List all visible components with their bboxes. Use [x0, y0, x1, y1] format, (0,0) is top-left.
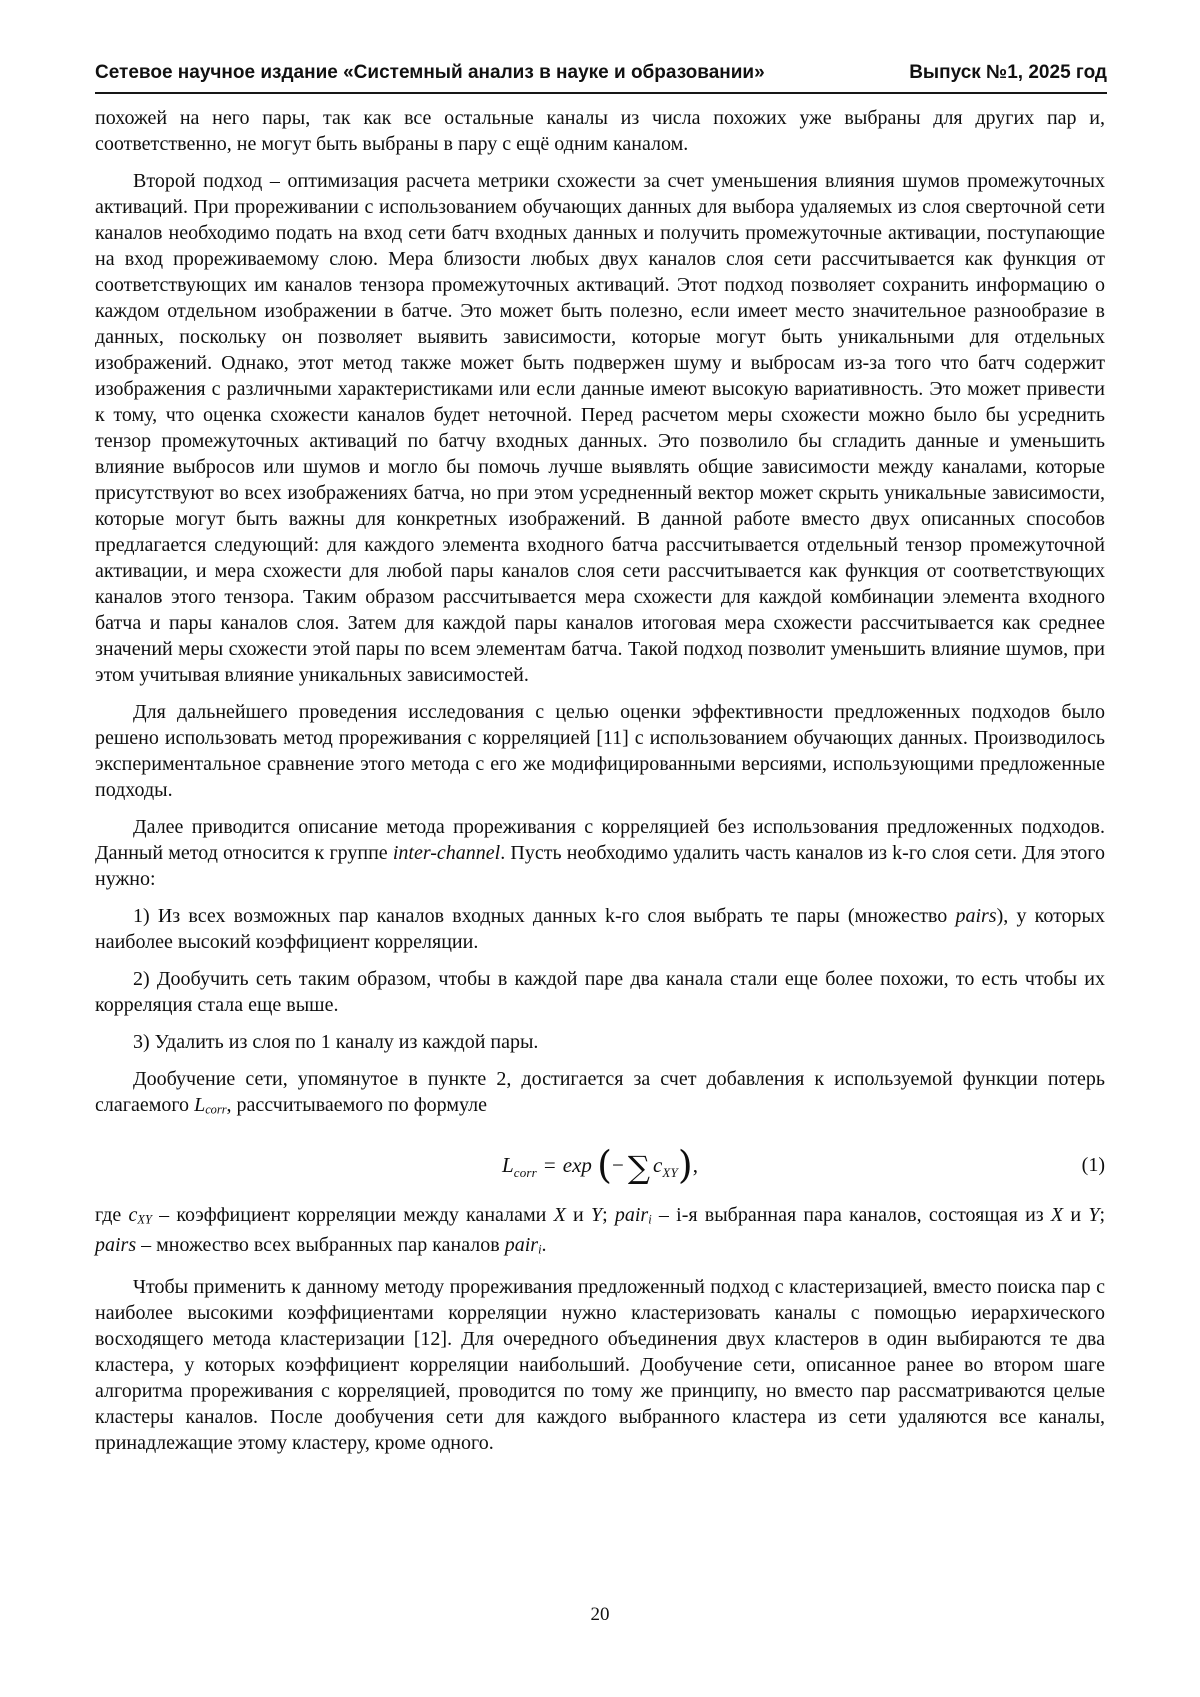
equation-var: c: [652, 1152, 663, 1177]
page-body: [95, 105, 1105, 1456]
equation-lhs: L: [502, 1152, 514, 1177]
paragraph-research-method: Для дальнейшего проведения исследования с целью оценки эффективности предложенных подходов было решено использовать метод прореживания с корреляцией [11] с использованием обучающих данных. Производилось экспериментальное сравнение этого метода с его же модифицированными версиями, использующими предложенные подходы.: [95, 700, 1105, 801]
journal-title: Сетевое научное издание «Системный анализ в науке и образовании»: [95, 62, 765, 83]
equation-var-subscript: XY: [662, 1164, 678, 1180]
list-item-3: 3) Удалить из слоя по 1 каналу из каждой пары.: [133, 1030, 539, 1053]
list-item-1: 1) Из всех возможных пар каналов входных данных k-го слоя выбрать те пары (множество pairs), у которых наиболее высокий коэффициент корреляции.: [95, 904, 1105, 953]
close-paren: ): [677, 1142, 693, 1187]
page-footer: [0, 1604, 1200, 1626]
equation-number: (1): [1081, 1153, 1105, 1176]
paragraph-second-approach: Второй подход – оптимизация расчета метрики схожести за счет уменьшения влияния шумов промежуточных активаций. При прореживании с использованием обучающих данных для выбора удаляемых из слоя сверточной сети каналов необходимо подать на вход сети батч входных данных и получить промежуточные активации, поступающие на вход прореживаемому слою. Мера близости любых двух каналов слоя сети рассчитывается как функция от соответствующих им каналов тензора промежуточных активаций. Этот подход позволяет сохранить информацию о каждом отдельном изображении в батче. Это может быть полезно, если имеет место значительное разнообразие в данных, поскольку он позволяет выявить зависимости, которые могут быть уникальными для отдельных изображений. Однако, этот метод также может быть подвержен шуму и выбросам из-за того что батч содержит изображения с различными характеристиками или если данные имеют высокую вариативность. Это может привести к тому, что оценка схожести каналов будет неточной. Перед расчетом меры схожести можно было бы усреднить тензор промежуточных активаций по батчу входных данных. Это позволило бы сгладить данные и уменьшить влияние выбросов или шумов и могло бы помочь лучше выявлять общие зависимости между каналами, которые присутствуют во всех изображениях батча, но при этом усредненный вектор может скрыть уникальные зависимости, которые могут быть важны для конкретных изображений. В данной работе вместо двух описанных способов предлагается следующий: для каждого элемента входного батча рассчитывается отдельный тензор промежуточной активации, и мера схожести для любой пары каналов слоя сети рассчитывается как функция от соответствующих каналов этого тензора. Таким образом рассчитывается мера схожести для каждой комбинации элемента входного батча и пары каналов слоя. Затем для каждой пары каналов итоговая мера схожести рассчитывается как среднее значений меры схожести этой пары по всем элементам батча. Такой подход позволит уменьшить влияние шумов, при этом учитывая влияние уникальных зависимостей.: [95, 169, 1105, 686]
paragraph-finetuning: Дообучение сети, упомянутое в пункте 2, достигается за счет добавления к используемой функции потерь слагаемого $L_{corr}$, рассчитываемого по формуле: [95, 1067, 1105, 1117]
paragraph-clustering: Чтобы применить к данному методу прореживания предложенный подход с кластеризацией, вместо поиска пар с наиболее высокими коэффициентами корреляции нужно кластеризовать каналы с помощью иерархического восходящего метода кластеризации [12]. Для очередного объединения двух кластеров в один выбираются те два кластера, у которых коэффициент корреляции наибольший. Дообучение сети, описанное ранее во втором шаге алгоритма прореживания с корреляцией, проводится по тому же принципу, но вместо пар рассматриваются целые кластеры каналов. После дообучения сети для каждого выбранного кластера из сети удаляются все каналы, принадлежащие этому кластеру, кроме одного.: [95, 1276, 1105, 1454]
comma: ,: [692, 1152, 698, 1177]
equals-sign: =: [543, 1152, 556, 1177]
issue-label: Выпуск №1, 2025 год: [909, 62, 1107, 83]
exp-function: exp: [562, 1152, 592, 1177]
page-header: [95, 62, 1107, 94]
paragraph-formula-legend: где $c_{XY}$ – коэффициент корреляции между каналами X и Y; pair$_i$ – i-я выбранная пара каналов, состоящая из X и Y; pairs – множество всех выбранных пар каналов pair$_i$.: [95, 1203, 1105, 1257]
paragraph-continuation: похожей на него пары, так как все остальные каналы из числа похожих уже выбраны для других пар и, соответственно, не могут быть выбраны в пару с ещё одним каналом.: [95, 106, 1105, 155]
equation: [502, 1142, 698, 1187]
paragraph-method-description: Далее приводится описание метода прореживания с корреляцией без использования предложенных подходов. Данный метод относится к группе inter-channel. Пусть необходимо удалить часть каналов из k-го слоя сети. Для этого нужно:: [95, 815, 1105, 890]
page-number: 20: [590, 1604, 610, 1625]
equation-lhs-subscript: corr: [513, 1164, 537, 1180]
sum-symbol: ∑: [627, 1149, 650, 1186]
list-item-2: 2) Дообучить сеть таким образом, чтобы в каждой паре два канала стали еще более похожи, то есть чтобы их корреляция стала еще выше.: [95, 967, 1105, 1016]
open-paren: (: [597, 1142, 612, 1187]
equation-block: [95, 1139, 1105, 1191]
minus-sign: −: [612, 1152, 624, 1177]
